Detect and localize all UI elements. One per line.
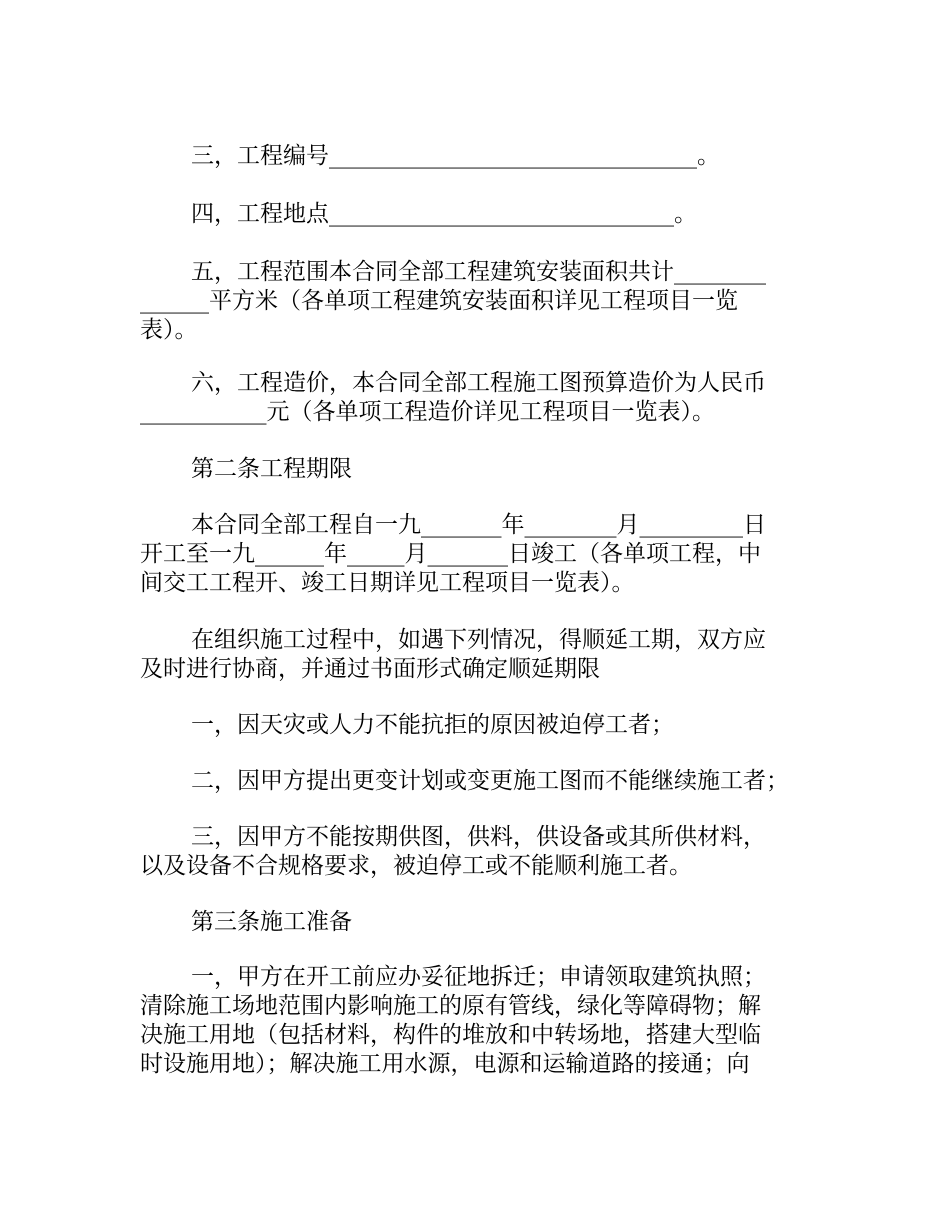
heading-article-two: [140, 455, 812, 484]
text-line: 清除施工场地范围内影响施工的原有管线，绿化等障碍物；解: [140, 993, 761, 1019]
text-line: 开工至一九______年_____月_______日竣工（各单项工程，中: [140, 541, 761, 567]
paragraph-extension-conditions: [140, 626, 812, 684]
text-line: 表）。: [140, 317, 198, 343]
text-line: 三，工程编号________________________________。: [191, 143, 720, 169]
text-line: ______平方米（各单项工程建筑安装面积详见工程项目一览: [140, 288, 738, 314]
text-line: 第二条工程期限: [191, 456, 352, 482]
text-line: 一，甲方在开工前应办妥征地拆迁；申请领取建筑执照；: [191, 964, 766, 990]
paragraph-condition-two: [140, 767, 812, 796]
text-line: 二，因甲方提出更变计划或变更施工图而不能继续施工者；: [191, 768, 789, 794]
text-line: 四，工程地点______________________________。: [191, 201, 697, 227]
paragraph-project-cost: [140, 369, 812, 427]
text-line: 本合同全部工程自一九_______年________月_________日: [191, 512, 766, 538]
paragraph-condition-three: [140, 823, 812, 881]
text-line: 三，因甲方不能按期供图，供料，供设备或其所供材料，: [191, 824, 766, 850]
heading-article-three: [140, 908, 812, 937]
paragraph-condition-one: [140, 711, 812, 740]
text-line: 间交工工程开、竣工日期详见工程项目一览表）。: [140, 570, 635, 596]
paragraph-project-location: [140, 200, 812, 229]
text-line: 一，因天灾或人力不能抗拒的原因被迫停工者；: [191, 712, 674, 738]
text-line: 第三条施工准备: [191, 909, 352, 935]
text-line: 六，工程造价，本合同全部工程施工图预算造价为人民币: [191, 370, 766, 396]
paragraph-project-scope: [140, 258, 812, 345]
text-line: 决施工用地（包括材料，构件的堆放和中转场地，搭建大型临: [140, 1022, 761, 1048]
paragraph-project-number: [140, 142, 812, 171]
text-line: 在组织施工过程中，如遇下列情况，得顺延工期，双方应: [191, 627, 766, 653]
text-line: ___________元（各单项工程造价详见工程项目一览表）。: [140, 399, 715, 425]
text-line: 及时进行协商，并通过书面形式确定顺延期限: [140, 656, 600, 682]
paragraph-construction-period: [140, 511, 812, 598]
text-line: 以及设备不合规格要求，被迫停工或不能顺利施工者。: [140, 853, 692, 879]
text-line: 五，工程范围本合同全部工程建筑安装面积共计________: [191, 259, 766, 285]
paragraph-preparation-one: [140, 963, 812, 1079]
text-line: 时设施用地）；解决施工用水源，电源和运输道路的接通；向: [140, 1051, 750, 1077]
